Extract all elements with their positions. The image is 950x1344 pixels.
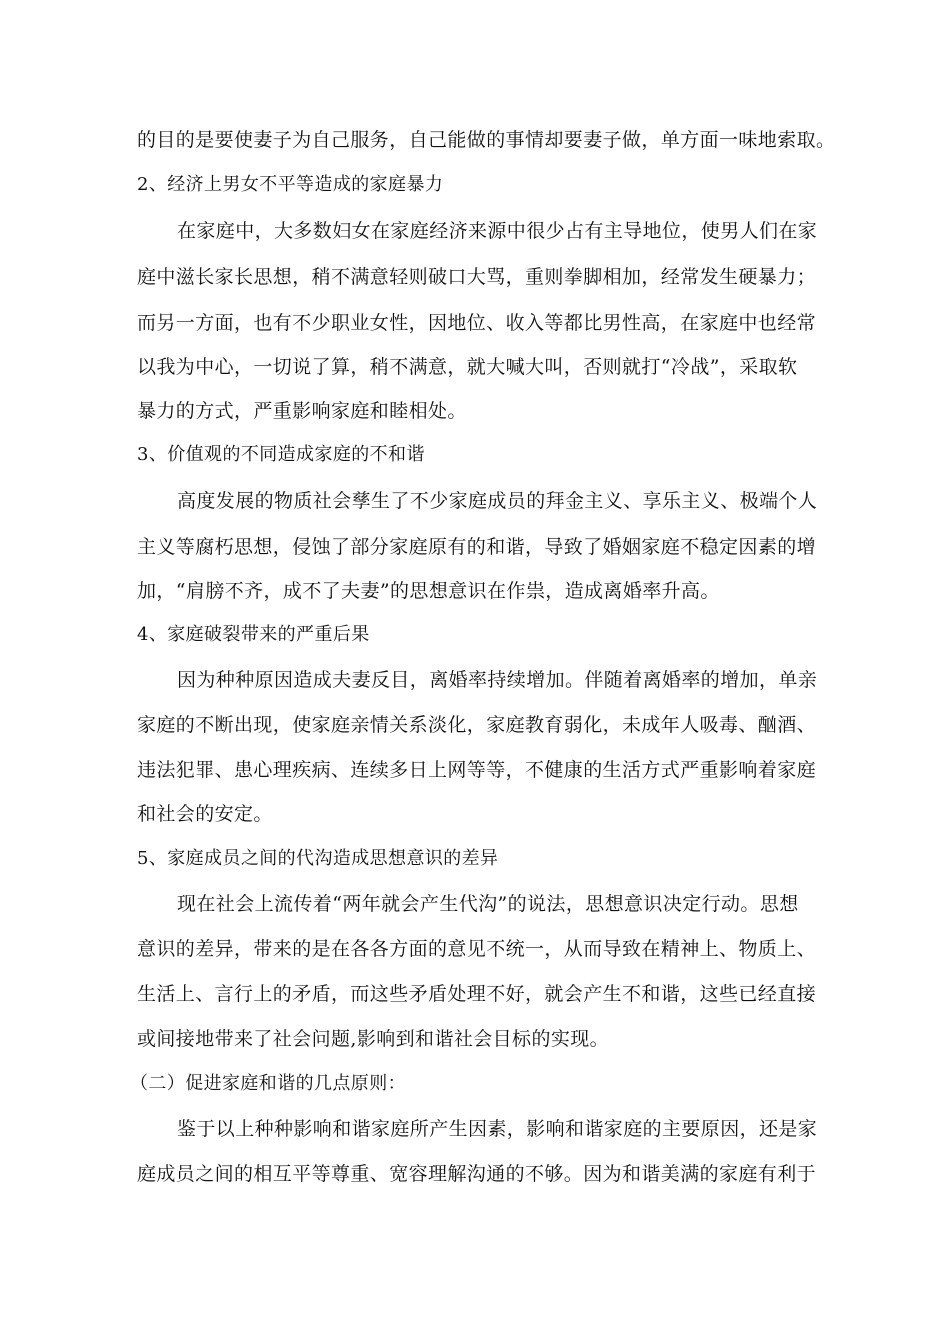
section-heading: 3、价值观的不同造成家庭的不和谐 [137,444,425,465]
paragraph-line: 而另一方面，也有不少职业女性，因地位、收入等都比男性高，在家庭中也经常 [137,312,817,334]
paragraph-line: 加，“肩膀不齐，成不了夫妻”的思想意识在作祟，造成离婚率升高。 [137,580,720,602]
paragraph-line: 或间接地带来了社会问题,影响到和谐社会目标的实现。 [137,1028,610,1050]
paragraph-line: 生活上、言行上的矛盾，而这些矛盾处理不好，就会产生不和谐，这些已经直接 [137,983,817,1005]
paragraph-line: 庭成员之间的相互平等尊重、宽容理解沟通的不够。因为和谐美满的家庭有利于 [137,1163,817,1185]
paragraph-line: 家庭的不断出现，使家庭亲情关系淡化，家庭教育弱化，未成年人吸毒、酗酒、 [137,714,817,736]
section-heading: 4、家庭破裂带来的严重后果 [137,624,370,645]
section-heading: 2、经济上男女不平等造成的家庭暴力 [137,174,444,195]
paragraph-line: 和社会的安定。 [137,803,273,825]
paragraph-line: 现在社会上流传着“两年就会产生代沟”的说法，思想意识决定行动。思想 [177,893,799,915]
paragraph-line: 以我为中心，一切说了算，稍不满意，就大喊大叫，否则就打“冷战”，采取软 [137,356,798,378]
paragraph-line: 意识的差异，带来的是在各各方面的意见不统一，从而导致在精神上、物质上、 [137,938,817,960]
paragraph-line: 高度发展的物质社会孳生了不少家庭成员的拜金主义、享乐主义、极端个人 [177,490,818,512]
paragraph-line: 在家庭中，大多数妇女在家庭经济来源中很少占有主导地位，使男人们在家 [177,220,818,242]
paragraph-line: 暴力的方式，严重影响家庭和睦相处。 [137,400,467,422]
paragraph-line: 庭中滋长家长思想，稍不满意轻则破口大骂，重则拳脚相加，经常发生硬暴力； [137,266,817,288]
paragraph-line: 主义等腐朽思想，侵蚀了部分家庭原有的和谐，导致了婚姻家庭不稳定因素的增 [137,536,817,558]
section-heading: （二）促进家庭和谐的几点原则： [130,1073,406,1094]
section-heading: 5、家庭成员之间的代沟造成思想意识的差异 [137,848,499,869]
paragraph-line: 违法犯罪、患心理疾病、连续多日上网等等，不健康的生活方式严重影响着家庭 [137,759,817,781]
paragraph-line: 因为种种原因造成夫妻反目，离婚率持续增加。伴随着离婚率的增加，单亲 [177,669,818,691]
paragraph-line: 的目的是要使妻子为自己服务，自己能做的事情却要妻子做，单方面一味地索取。 [137,129,836,151]
paragraph-line: 鉴于以上种种影响和谐家庭所产生因素，影响和谐家庭的主要原因，还是家 [177,1118,818,1140]
